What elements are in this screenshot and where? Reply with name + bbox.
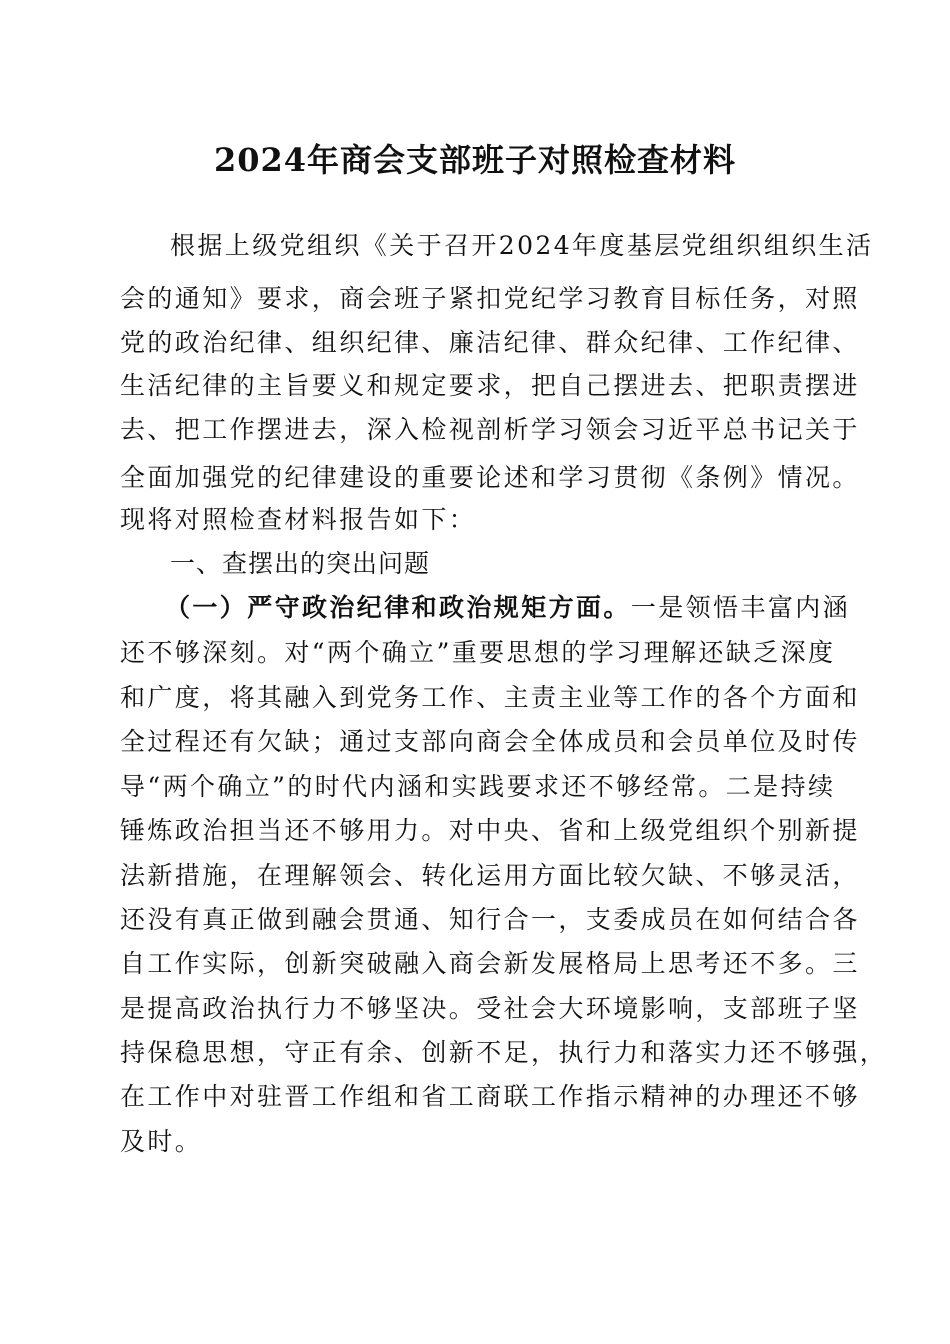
body-paragraph-line: 导“两个确立”的时代内涵和实践要求还不够经常。二是持续 <box>120 772 836 801</box>
intro-paragraph-line: 根据上级党组织《关于召开2024年度基层党组织组织生活 <box>170 231 874 260</box>
subsection-heading: （一）严守政治纪律和政治规矩方面。 <box>165 593 631 622</box>
intro-paragraph-line: 全面加强党的纪律建设的重要论述和学习贯彻《条例》情况。 <box>120 463 860 492</box>
body-paragraph-line: 和广度，将其融入到党务工作、主责主业等工作的各个方面和 <box>120 683 860 712</box>
intro-paragraph-line: 党的政治纪律、组织纪律、廉洁纪律、群众纪律、工作纪律、 <box>120 328 860 357</box>
body-paragraph-line: 法新措施，在理解领会、转化运用方面比较欠缺、不够灵活， <box>120 861 860 890</box>
body-paragraph-line: 还不够深刻。对“两个确立”重要思想的学习理解还缺乏深度 <box>120 638 836 667</box>
body-paragraph-line: 全过程还有欠缺；通过支部向商会全体成员和会员单位及时传 <box>120 727 860 756</box>
body-paragraph-line: 还没有真正做到融会贯通、知行合一，支委成员在如何结合各 <box>120 905 860 934</box>
intro-paragraph-line: 去、把工作摆进去，深入检视剖析学习领会习近平总书记关于 <box>120 415 860 444</box>
intro-paragraph-line: 现将对照检查材料报告如下： <box>120 505 477 534</box>
intro-paragraph-line: 生活纪律的主旨要义和规定要求，把自己摆进去、把职责摆进 <box>120 371 860 400</box>
intro-paragraph-line: 会的通知》要求，商会班子紧扣党纪学习教育目标任务，对照 <box>120 284 860 313</box>
body-paragraph-line: 在工作中对驻晋工作组和省工商联工作指示精神的办理还不够 <box>120 1082 860 1111</box>
document-title: 2024年商会支部班子对照检查材料 <box>213 141 737 179</box>
subsection-first-line <box>165 586 850 630</box>
body-paragraph-line: 自工作实际，创新突破融入商会新发展格局上思考还不多。三 <box>120 949 860 978</box>
body-paragraph-line: 是提高政治执行力不够坚决。受社会大环境影响，支部班子坚 <box>120 994 860 1023</box>
body-paragraph-line: 及时。 <box>120 1127 203 1156</box>
body-paragraph-line: 持保稳思想，守正有余、创新不足，执行力和落实力还不够强， <box>120 1038 888 1067</box>
body-paragraph-line: 锤炼政治担当还不够用力。对中央、省和上级党组织个别新提 <box>120 816 860 845</box>
section-heading: 一、查摆出的突出问题 <box>170 549 431 578</box>
subsection-text: 一是领悟丰富内涵 <box>630 593 851 622</box>
